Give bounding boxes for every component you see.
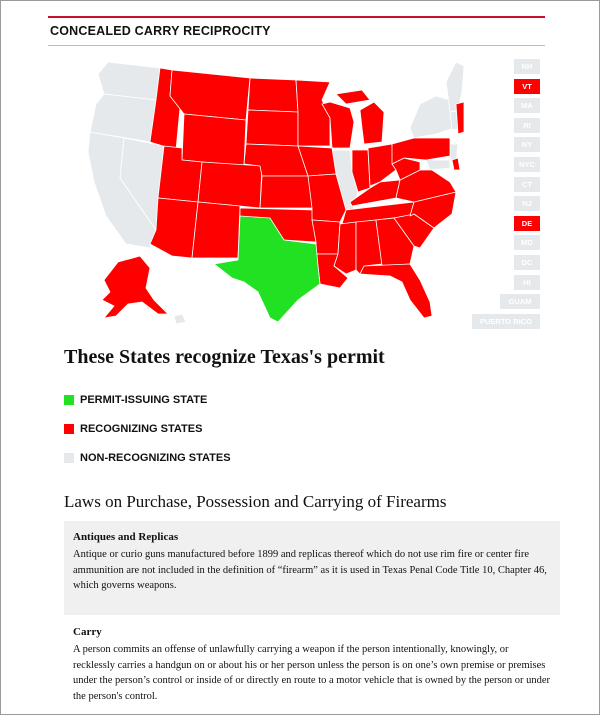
- state-new-york[interactable]: [410, 96, 454, 138]
- state-button-de[interactable]: DE: [514, 216, 540, 231]
- legend-non-recognizing: [64, 452, 231, 464]
- state-kansas[interactable]: [260, 176, 312, 208]
- legend-permit-issuing: [64, 394, 207, 406]
- reciprocity-headline: These States recognize Texas's permit: [64, 346, 385, 368]
- state-button-ri[interactable]: RI: [514, 118, 540, 133]
- legend-swatch-green: [64, 395, 74, 405]
- legend-swatch-gray: [64, 453, 74, 463]
- legend-label: NON-RECOGNIZING STATES: [80, 452, 231, 464]
- state-button-nh[interactable]: NH: [514, 59, 540, 74]
- state-arizona[interactable]: [150, 198, 198, 258]
- state-alaska[interactable]: [102, 256, 168, 318]
- state-north-dakota[interactable]: [248, 78, 298, 112]
- state-button-dc[interactable]: DC: [514, 255, 540, 270]
- state-button-md[interactable]: MD: [514, 235, 540, 250]
- state-button-hi[interactable]: HI: [514, 275, 540, 290]
- state-button-vt[interactable]: VT: [514, 79, 540, 94]
- legend-label: PERMIT-ISSUING STATE: [80, 394, 208, 406]
- law-section-carry: [64, 626, 560, 704]
- state-delaware[interactable]: [452, 158, 460, 170]
- state-button-puerto-rico[interactable]: PUERTO RICO: [472, 314, 540, 329]
- title-divider: [48, 45, 545, 46]
- legend-label: RECOGNIZING STATES: [80, 423, 203, 435]
- state-colorado[interactable]: [198, 162, 262, 208]
- state-new-mexico[interactable]: [192, 202, 240, 258]
- state-maryland[interactable]: [426, 160, 450, 170]
- legend-swatch-red: [64, 424, 74, 434]
- small-states-list: [472, 59, 544, 333]
- state-minnesota[interactable]: [296, 80, 330, 146]
- state-button-ma[interactable]: MA: [514, 98, 540, 113]
- law-heading: Carry: [73, 626, 102, 638]
- laws-title: Laws on Purchase, Possession and Carrying of Firearms: [64, 492, 447, 511]
- state-montana[interactable]: [170, 70, 250, 120]
- state-florida[interactable]: [360, 264, 432, 318]
- us-reciprocity-map: [84, 52, 464, 328]
- law-body: A person commits an offense of unlawfully carrying a weapon if the person intentionally, knowingly, or recklessly carries a handgun on or about his or her person unless the person is on one’s own premise or premises under the person’s control or inside of or directly en route to a motor vehicle that is owned by the person or under the person's control.: [73, 644, 551, 702]
- state-button-guam[interactable]: GUAM: [500, 294, 540, 309]
- law-heading: Antiques and Replicas: [73, 531, 179, 543]
- section-title: CONCEALED CARRY RECIPROCITY: [50, 24, 271, 38]
- state-button-nyc[interactable]: NYC: [514, 157, 540, 172]
- state-south-dakota[interactable]: [246, 110, 298, 146]
- state-button-ct[interactable]: CT: [514, 177, 540, 192]
- accent-bar: [48, 16, 545, 18]
- state-wyoming[interactable]: [182, 114, 246, 166]
- law-body: Antique or curio guns manufactured before 1899 and replicas thereof which do not use rim fire or center fire ammunition are not included in the definition of “firearm” as it is used in Texas Penal Code Title 10, Chapter 46, which governs weapons.: [73, 549, 547, 591]
- law-section-antiques: [64, 521, 560, 615]
- state-button-ny[interactable]: NY: [514, 137, 540, 152]
- state-button-nj[interactable]: NJ: [514, 196, 540, 211]
- legend-recognizing: [64, 423, 202, 435]
